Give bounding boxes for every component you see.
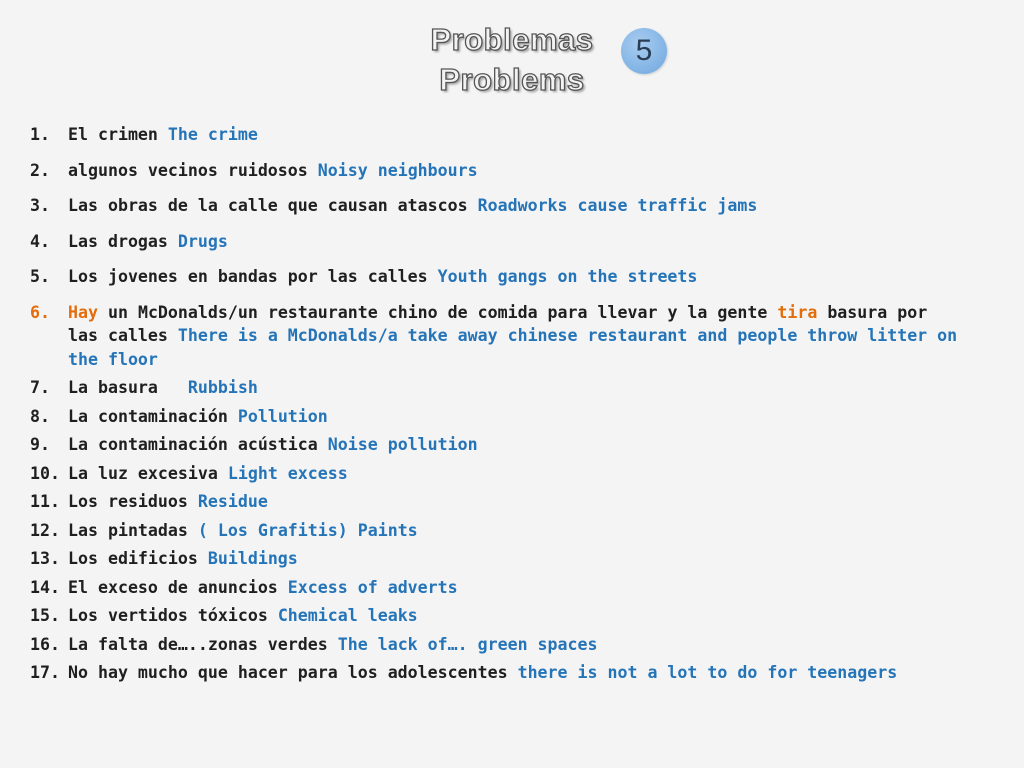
slide-number-badge: 5	[621, 28, 667, 74]
item-english: Chemical leaks	[277, 606, 418, 625]
item-spanish: algunos vecinos ruidosos	[68, 160, 308, 180]
page-title	[0, 20, 1024, 100]
item-number: 11.	[30, 492, 60, 511]
item-spanish: Los vertidos tóxicos	[68, 606, 268, 625]
item-spanish: El exceso de anuncios	[68, 577, 278, 597]
item-english: Roadworks cause traffic jams	[477, 196, 758, 215]
list-item	[30, 547, 960, 571]
item-number: 12.	[30, 520, 60, 540]
item-english: there is not a lot to do for teenagers	[517, 663, 898, 682]
item-spanish: Las obras de la calle que causan atascos	[68, 196, 468, 215]
item-number: 16.	[30, 634, 60, 654]
item-english: There is a McDonalds/a take away chinese restaurant and people throw litter on the floor	[68, 326, 958, 369]
list-item	[30, 405, 960, 429]
item-english: Excess of adverts	[287, 577, 458, 597]
item-english: Light excess	[227, 463, 348, 483]
list-item	[30, 376, 960, 400]
item-number: 10.	[30, 463, 60, 483]
item-spanish: Los jovenes en bandas por las calles	[68, 267, 428, 286]
list-item	[30, 462, 960, 486]
item-spanish: Las pintadas	[68, 520, 188, 540]
item-english: Noisy neighbours	[317, 160, 478, 180]
item-english: Buildings	[207, 549, 298, 568]
item-english: Rubbish	[187, 378, 258, 397]
item-number: 9.	[30, 435, 50, 454]
list-item	[30, 633, 960, 657]
list-item	[30, 661, 960, 685]
item-number: 2.	[30, 160, 50, 180]
item-english: Residue	[197, 492, 268, 511]
list-item	[30, 490, 960, 514]
item-spanish: La contaminación	[68, 406, 228, 426]
item-number: 7.	[30, 378, 50, 397]
item-number: 5.	[30, 267, 50, 286]
list-item	[30, 604, 960, 628]
item-english: Youth gangs on the streets	[437, 267, 698, 286]
problems-list	[30, 123, 960, 690]
item-spanish-rest: basura por las calles	[68, 302, 928, 345]
title-spanish: Problemas	[430, 22, 594, 57]
item-spanish: No hay mucho que hacer para los adolescentes	[68, 663, 508, 682]
item-spanish: La basura	[68, 378, 178, 397]
item-english: The lack of…. green spaces	[337, 634, 598, 654]
item-number: 14.	[30, 577, 60, 597]
title-english: Problems	[439, 62, 585, 97]
item-spanish: un McDonalds/un restaurante chino de comida para llevar y la gente	[107, 302, 768, 322]
list-item	[30, 301, 960, 372]
list-item	[30, 265, 960, 289]
item-highlight-hay: Hay	[68, 302, 98, 322]
list-item	[30, 519, 960, 543]
item-number: 17.	[30, 663, 60, 682]
list-item	[30, 123, 960, 147]
item-spanish: Los residuos	[68, 492, 188, 511]
item-english: The crime	[167, 125, 258, 144]
list-item	[30, 194, 960, 218]
item-spanish: Los edificios	[68, 549, 198, 568]
item-english: Pollution	[237, 406, 328, 426]
list-item	[30, 230, 960, 254]
item-number: 3.	[30, 196, 50, 215]
item-english: ( Los Grafitis) Paints	[197, 520, 418, 540]
item-number: 13.	[30, 549, 60, 568]
item-spanish: La contaminación acústica	[68, 435, 318, 454]
item-number: 8.	[30, 406, 50, 426]
item-english: Drugs	[177, 231, 228, 251]
list-item	[30, 433, 960, 457]
item-spanish: El crimen	[68, 125, 158, 144]
item-number: 6.	[30, 302, 50, 322]
list-item	[30, 576, 960, 600]
item-english: Noise pollution	[327, 435, 478, 454]
item-spanish: La falta de…..zonas verdes	[68, 634, 328, 654]
item-spanish: Las drogas	[68, 231, 168, 251]
list-item	[30, 159, 960, 183]
item-number: 15.	[30, 606, 60, 625]
item-number: 4.	[30, 231, 50, 251]
item-highlight-tira: tira	[777, 302, 818, 322]
item-number: 1.	[30, 125, 50, 144]
item-spanish: La luz excesiva	[68, 463, 218, 483]
